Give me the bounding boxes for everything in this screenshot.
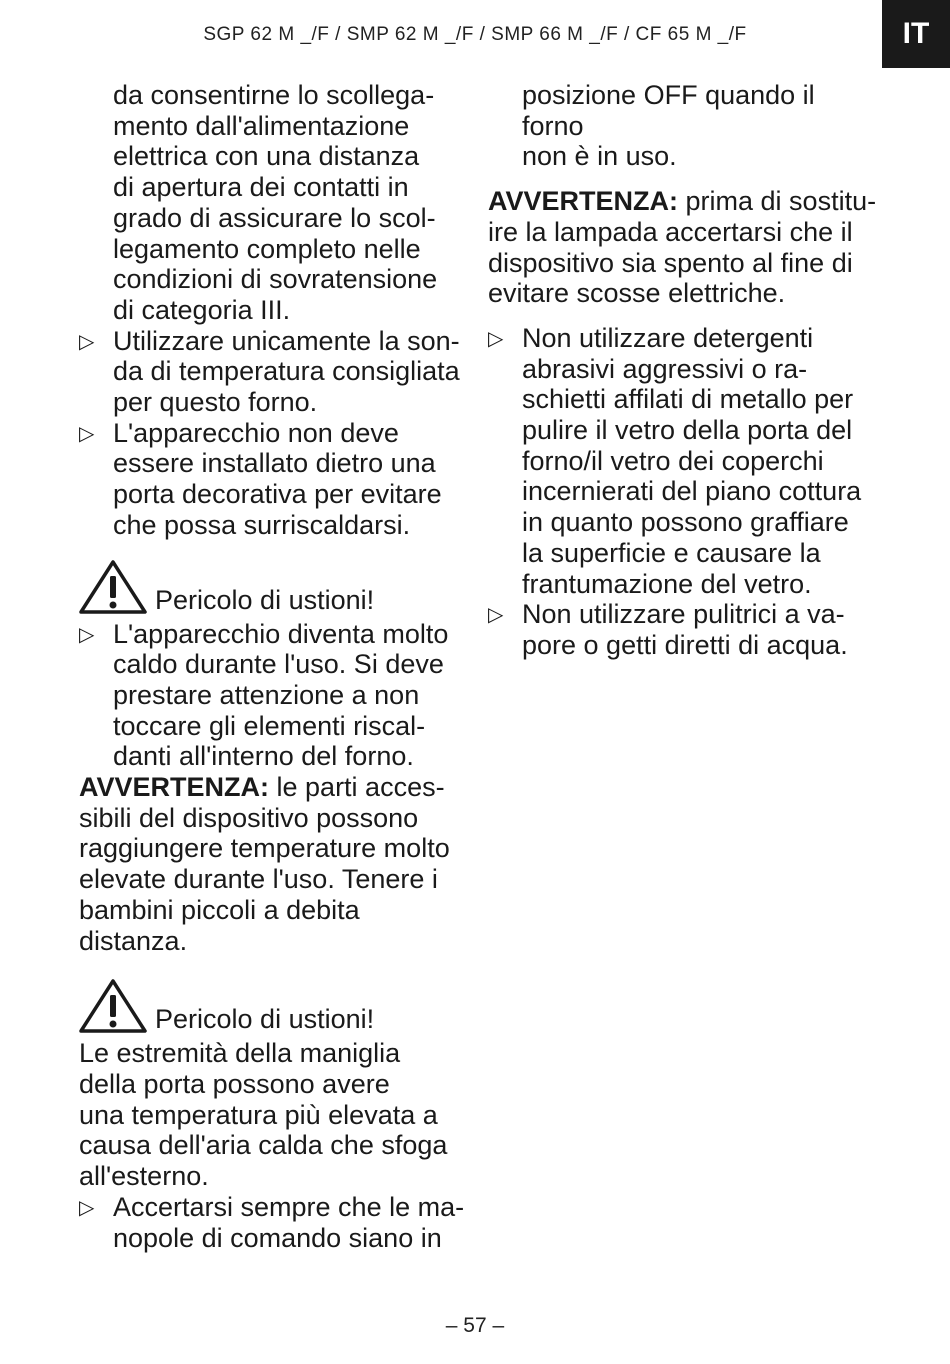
list-item-text: Utilizzare unicamente la son- da di temperatura consigliata per questo forno.	[113, 325, 460, 418]
list-item	[488, 323, 883, 599]
triangle-bullet-icon: ▷	[488, 604, 504, 627]
warning-text: prima di sostitu- ire la lampada accertarsi che il dispositivo sia spento al fine di evitare scosse elettriche.	[488, 186, 877, 309]
page-number: – 57 –	[445, 1314, 505, 1337]
warning-heading	[79, 978, 474, 1034]
triangle-bullet-icon: ▷	[79, 623, 95, 646]
list-item	[79, 326, 474, 418]
paragraph-disconnect: da consentirne lo scollega- mento dall'alimentazione elettrica con una distanza di apertura dei contatti in grado di assicurare lo scol- legamento completo nelle condizioni di sovratensione di categoria III.	[113, 80, 438, 325]
list-item	[79, 418, 474, 541]
warning-label: AVVERTENZA:	[79, 772, 270, 803]
warning-label: AVVERTENZA:	[488, 186, 679, 217]
list-item-text: L'apparecchio non deve essere installato dietro una porta decorativa per evitare che possa surriscaldarsi.	[113, 417, 442, 540]
left-column	[79, 80, 474, 1253]
list-item	[79, 1192, 474, 1253]
paragraph-off-position: posizione OFF quando il forno non è in uso.	[522, 80, 815, 172]
triangle-bullet-icon: ▷	[79, 1196, 95, 1219]
language-tab: IT	[882, 0, 950, 68]
list-item-text: Non utilizzare detergenti abrasivi aggressivi o ra- schietti affilati di metallo per pulire il vetro della porta del forno/il vetro dei coperchi incernierati del piano cottura in quanto possono graffiare la superficie e causare la frantumazione del vetro.	[522, 322, 862, 599]
warning-title: Pericolo di ustioni!	[155, 1004, 375, 1035]
list-item-text: L'apparecchio diventa molto caldo durante l'uso. Si deve prestare attenzione a non toccare gli elementi riscal- danti all'interno del forno.	[113, 618, 449, 772]
triangle-bullet-icon: ▷	[79, 422, 95, 445]
paragraph-handle: Le estremità della maniglia della porta possono avere una temperatura più elevata a causa dell'aria calda che sfoga all'esterno.	[79, 1038, 448, 1192]
right-column	[488, 80, 883, 661]
warning-triangle-icon	[79, 978, 147, 1034]
triangle-bullet-icon: ▷	[79, 330, 95, 353]
warning-text: le parti acces- sibili del dispositivo possono raggiungere temperature molto elevate durante l'uso. Tenere i bambini piccoli a debita distanza.	[79, 772, 450, 956]
warning-triangle-icon	[79, 559, 147, 615]
list-item-text: Non utilizzare pulitrici a va- pore o getti diretti di acqua.	[522, 599, 848, 660]
warning-heading	[79, 559, 474, 615]
warning-title: Pericolo di ustioni!	[155, 584, 375, 615]
document-header: SGP 62 M _/F / SMP 62 M _/F / SMP 66 M _/F / CF 65 M _/F	[203, 24, 747, 45]
warning-paragraph	[488, 186, 883, 309]
warning-paragraph	[79, 772, 474, 956]
triangle-bullet-icon: ▷	[488, 327, 504, 350]
list-item-text: Accertarsi sempre che le ma- nopole di comando siano in	[113, 1191, 465, 1253]
list-item	[79, 619, 474, 773]
list-item	[488, 599, 883, 660]
